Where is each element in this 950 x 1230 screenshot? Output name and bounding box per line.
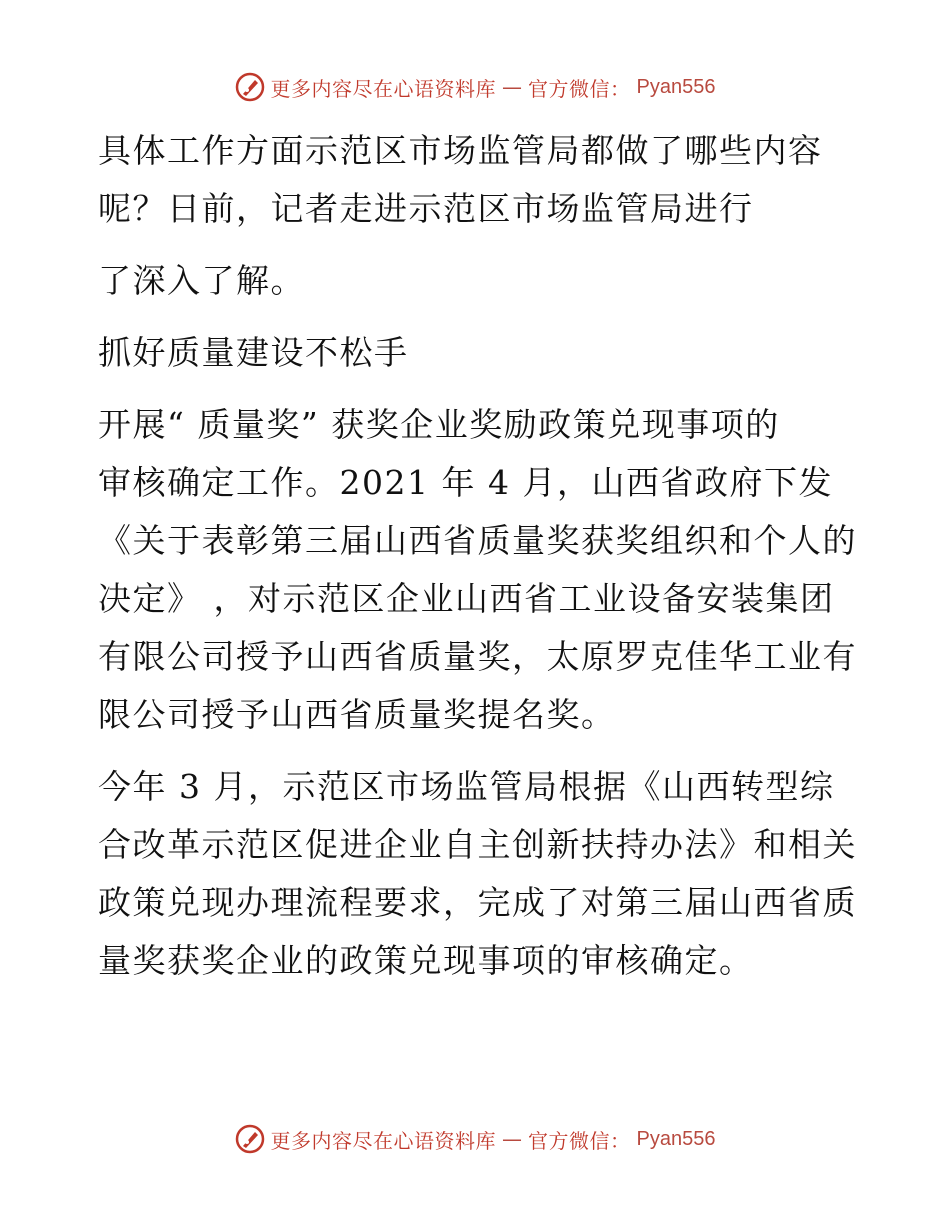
quill-logo-icon (235, 1124, 265, 1154)
text-line: 合改革示范区促进企业自主创新扶持办法》和相关 (98, 825, 857, 864)
watermark-brand: 更多内容尽在心语资料库 (270, 76, 497, 101)
text-line: 呢？日前，记者走进示范区市场监管局进行 (98, 189, 754, 228)
watermark-separator: — (502, 75, 523, 99)
quill-logo-icon (235, 72, 265, 102)
text-line: 了深入了解。 (98, 261, 305, 300)
text-line: 决定》 ，对示范区企业山西省工业设备安装集团 (98, 579, 835, 618)
document-body (98, 122, 858, 990)
text-line: 《关于表彰第三届山西省质量奖获奖组织和个人的 (98, 521, 857, 560)
watermark-wechat-id: Pyan556 (636, 75, 716, 98)
watermark-separator: — (502, 1127, 523, 1151)
watermark-wechat-id: Pyan556 (636, 1127, 716, 1150)
text-line: 开展“ 质量奖” 获奖企业奖励政策兑现事项的 (98, 405, 780, 444)
text-line: 具体工作方面示范区市场监管局都做了哪些内容 (98, 131, 823, 170)
text-line: 量奖获奖企业的政策兑现事项的审核确定。 (98, 941, 754, 980)
text-line: 有限公司授予山西省质量奖，太原罗克佳华工业有 (98, 637, 857, 676)
text-line: 审核确定工作。2021 年 4 月，山西省政府下发 (98, 463, 833, 502)
header-watermark (0, 72, 950, 102)
watermark-wechat-label: 官方微信： (528, 1128, 631, 1153)
text-line: 抓好质量建设不松手 (98, 333, 409, 372)
paragraph (98, 758, 858, 990)
text-line: 今年 3 月，示范区市场监管局根据《山西转型综 (98, 767, 835, 806)
watermark-brand: 更多内容尽在心语资料库 (270, 1128, 497, 1153)
text-line: 政策兑现办理流程要求，完成了对第三届山西省质 (98, 883, 857, 922)
paragraph (98, 396, 858, 744)
watermark-wechat-label: 官方微信： (528, 76, 631, 101)
paragraph (98, 122, 858, 238)
text-line: 限公司授予山西省质量奖提名奖。 (98, 695, 616, 734)
footer-watermark (0, 1124, 950, 1154)
paragraph (98, 252, 858, 310)
section-heading (98, 324, 858, 382)
